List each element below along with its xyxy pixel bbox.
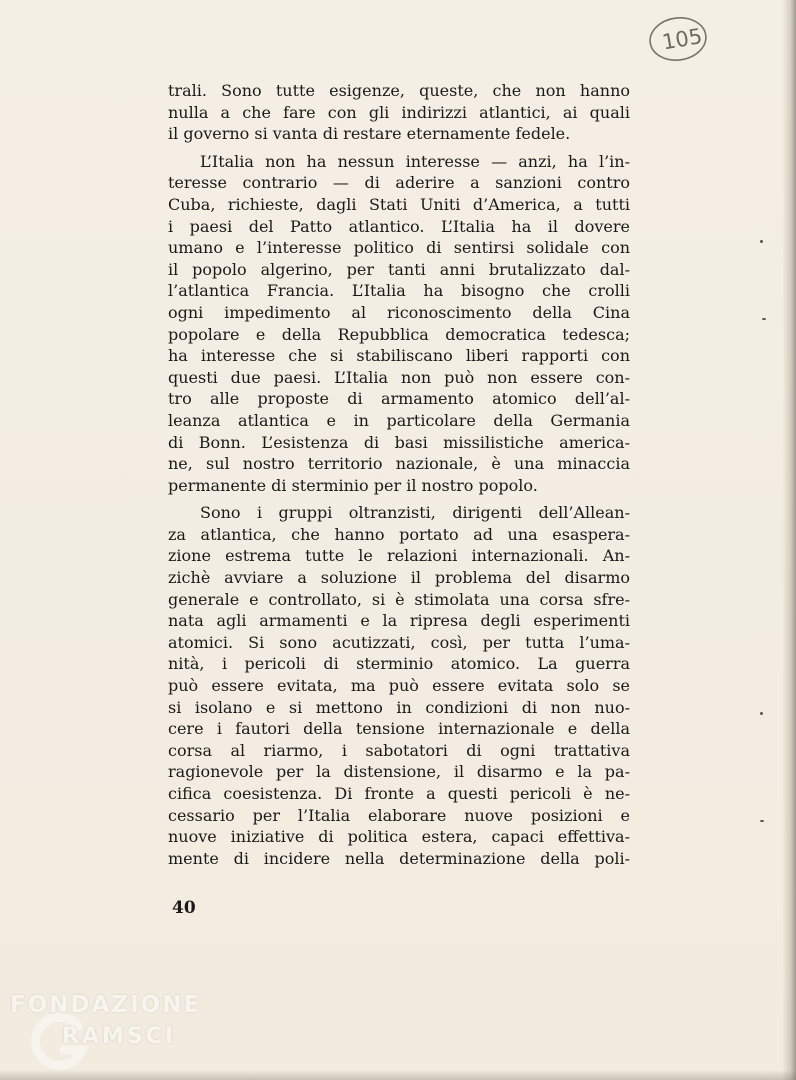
text-line: umano e l’interesse politico di sentirsi solidale con — [168, 238, 630, 258]
page-edge-shadow — [782, 0, 796, 1080]
text-line: cere i fautori della tensione internazionale e della — [168, 719, 630, 739]
text-line: i paesi del Patto atlantico. L’Italia ha il dovere — [168, 216, 630, 236]
text-line: ne, sul nostro territorio nazionale, è una minaccia — [168, 454, 630, 474]
watermark-text-gramsci: RAMSCI — [62, 1024, 177, 1049]
text-line: questi due paesi. L’Italia non può non essere con- — [168, 367, 630, 387]
text-line: ragionevole per la distensione, il disarmo e la pa- — [168, 762, 630, 782]
text-line: trali. Sono tutte esigenze, queste, che non hanno — [168, 81, 630, 100]
text-line: mente di incidere nella determinazione della poli- — [168, 848, 630, 868]
text-line: nità, i pericoli di sterminio atomico. La guerra — [168, 654, 630, 674]
text-line: leanza atlantica e in particolare della Germania — [168, 410, 630, 430]
text-line: nuove iniziative di politica estera, capaci effettiva- — [168, 827, 630, 847]
paragraph-2 — [168, 151, 630, 497]
margin-dash — [760, 820, 764, 822]
text-line: atomici. Si sono acutizzati, così, per tutta l’uma- — [168, 632, 630, 652]
text-line: za atlantica, che hanno portato ad una esaspera- — [168, 524, 630, 544]
text-line: il governo si vanta di restare eternamente fedele. — [168, 124, 571, 144]
text-line: di Bonn. L’esistenza di basi missilistiche america- — [168, 432, 630, 452]
text-line: Cuba, richieste, dagli Stati Uniti d’America, a tutti — [168, 194, 630, 214]
text-line: il popolo algerino, per tanti anni brutalizzato dal- — [168, 259, 630, 279]
text-line: ha interesse che si stabiliscano liberi rapporti con — [168, 346, 630, 366]
text-line: Sono i gruppi oltranzisti, dirigenti dell’Allean- — [200, 503, 630, 523]
paragraph-3 — [168, 502, 630, 869]
text-line: nata agli armamenti e la ripresa degli esperimenti — [168, 611, 630, 631]
text-line: permanente di sterminio per il nostro popolo. — [168, 475, 538, 495]
handwritten-circle-icon — [646, 14, 710, 64]
margin-dash — [762, 318, 766, 320]
text-line: si isolano e si mettono in condizioni di non nuo- — [168, 697, 630, 717]
handwritten-number-text: 105 — [660, 23, 704, 55]
text-line: zichè avviare a soluzione il problema del disarmo — [168, 568, 630, 588]
paragraph-1 — [168, 80, 630, 145]
text-line: nulla a che fare con gli indirizzi atlantici, ai quali — [168, 102, 630, 122]
text-line: l’atlantica Francia. L’Italia ha bisogno che crolli — [168, 281, 630, 301]
text-line: ogni impedimento al riconoscimento della Cina — [168, 302, 630, 322]
page-number: 40 — [172, 898, 196, 918]
fondazione-gramsci-watermark — [4, 988, 204, 1080]
body-text — [168, 80, 630, 869]
text-line: cessario per l’Italia elaborare nuove posizioni e — [168, 805, 630, 825]
watermark-text-fondazione: FONDAZIONE — [10, 992, 202, 1018]
text-line: generale e controllato, si è stimolata una corsa sfre- — [168, 589, 630, 609]
margin-dot — [760, 240, 763, 243]
text-line: corsa al riarmo, i sabotatori di ogni trattativa — [168, 740, 630, 760]
text-line: zione estrema tutte le relazioni internazionali. An- — [168, 546, 630, 566]
text-line: L’Italia non ha nessun interesse — anzi, ha l’in- — [200, 151, 630, 171]
text-line: può essere evitata, ma può essere evitata solo se — [168, 676, 630, 696]
margin-dot — [760, 712, 763, 715]
text-line: popolare e della Repubblica democratica tedesca; — [168, 324, 630, 344]
text-line: cifica coesistenza. Di fronte a questi pericoli è ne- — [168, 784, 630, 803]
text-line: teresse contrario — di aderire a sanzioni contro — [168, 173, 630, 193]
handwritten-page-number — [646, 14, 710, 64]
text-line: tro alle proposte di armamento atomico dell’al- — [168, 389, 630, 409]
